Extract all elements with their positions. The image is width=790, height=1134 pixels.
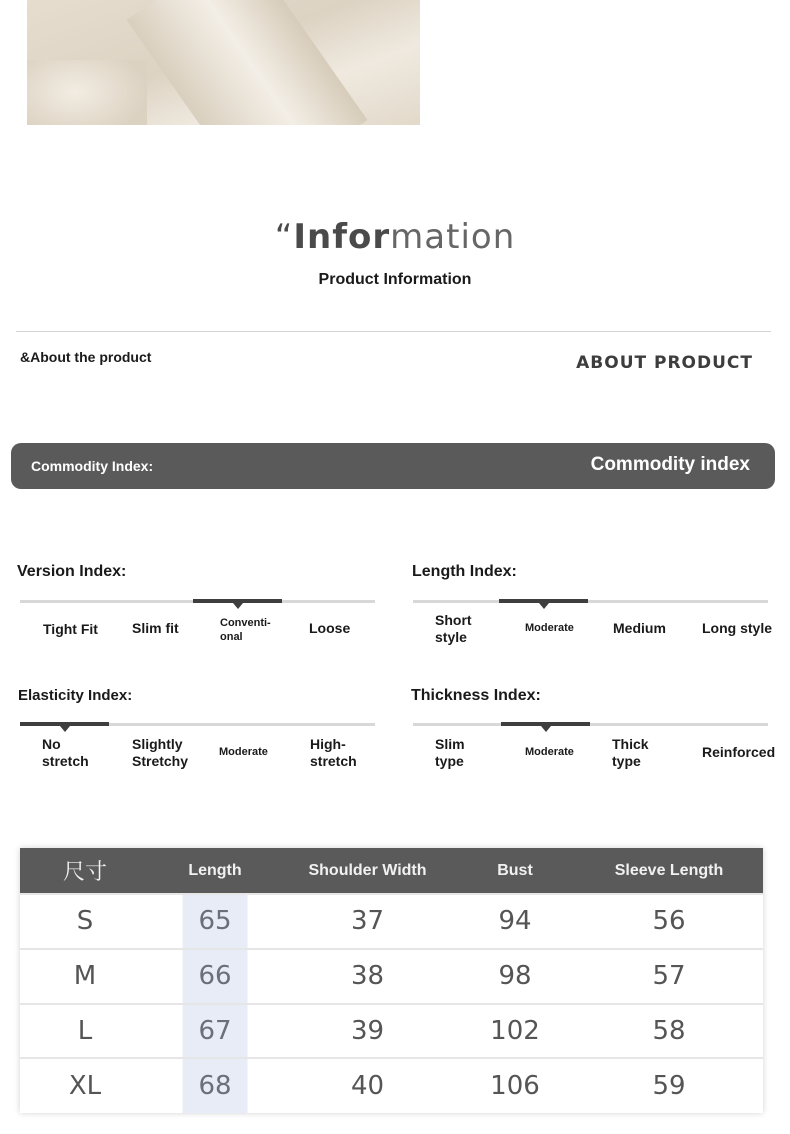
header-sleeve-length: Sleeve Length — [614, 861, 724, 879]
bust-cell: 102 — [455, 1004, 575, 1059]
commodity-index-bar — [11, 443, 775, 489]
elasticity-option-slightly-stretchy: Slightly Stretchy — [132, 736, 189, 769]
elasticity-option-high-stretch: High- stretch — [310, 736, 357, 769]
size-table-header-row — [20, 848, 763, 894]
header-shoulder-width: Shoulder Width — [308, 861, 427, 879]
version-option-tight-fit: Tight Fit — [43, 621, 98, 637]
version-index-title: Version Index: — [17, 563, 127, 580]
version-option-conventional: Conventi- onal — [220, 617, 271, 643]
table-row — [20, 1004, 763, 1059]
thickness-option-moderate: Moderate — [525, 746, 574, 758]
size-cell: XL — [20, 1058, 150, 1113]
elasticity-option-moderate: Moderate — [219, 746, 268, 758]
bust-cell: 98 — [455, 949, 575, 1004]
heading-light: mation — [390, 217, 516, 257]
version-index-marker — [233, 603, 243, 609]
product-information-subtitle: Product Information — [318, 271, 472, 288]
length-option-long-style: Long style — [702, 620, 773, 636]
commodity-index-title: Commodity index — [590, 454, 750, 475]
bust-cell: 94 — [455, 894, 575, 949]
shoulder-cell: 39 — [280, 1004, 455, 1059]
version-option-loose: Loose — [309, 620, 351, 636]
information-heading — [0, 217, 790, 257]
divider — [16, 331, 771, 332]
thickness-option-slim-type: Slim type — [435, 736, 465, 769]
length-option-short-style: Short style — [435, 612, 472, 645]
thickness-index-scale — [413, 723, 768, 726]
length-cell: 66 — [150, 949, 280, 1004]
length-cell: 67 — [150, 1004, 280, 1059]
thickness-option-reinforced: Reinforced — [702, 744, 776, 760]
length-cell: 65 — [150, 894, 280, 949]
size-cell: S — [20, 894, 150, 949]
header-size: 尺寸 — [62, 860, 107, 885]
thickness-index-marker — [541, 726, 551, 732]
length-index-scale — [413, 600, 768, 603]
table-row — [20, 949, 763, 1004]
version-index-scale — [20, 600, 375, 603]
length-option-medium: Medium — [613, 620, 666, 636]
sleeve-cell: 59 — [575, 1058, 763, 1113]
about-label: &About the product — [20, 349, 152, 365]
bust-cell: 106 — [455, 1058, 575, 1113]
elasticity-index-title: Elasticity Index: — [18, 687, 133, 704]
table-row — [20, 894, 763, 949]
shoulder-cell: 38 — [280, 949, 455, 1004]
size-table — [20, 848, 763, 1113]
about-product-label: ABOUT PRODUCT — [576, 353, 753, 373]
product-photo — [27, 0, 420, 125]
header-length: Length — [188, 861, 242, 879]
shoulder-cell: 37 — [280, 894, 455, 949]
thickness-option-thick-type: Thick type — [612, 736, 649, 769]
shoulder-cell: 40 — [280, 1058, 455, 1113]
size-cell: L — [20, 1004, 150, 1059]
sleeve-cell: 58 — [575, 1004, 763, 1059]
sleeve-cell: 56 — [575, 894, 763, 949]
sleeve-cell: 57 — [575, 949, 763, 1004]
header-bust: Bust — [497, 861, 533, 879]
elasticity-option-no-stretch: No stretch — [42, 736, 89, 769]
version-option-slim-fit: Slim fit — [132, 620, 179, 636]
quote-mark: “ — [274, 217, 294, 257]
size-cell: M — [20, 949, 150, 1004]
table-row — [20, 1058, 763, 1113]
length-index-title: Length Index: — [412, 563, 517, 580]
length-cell: 68 — [150, 1058, 280, 1113]
commodity-index-label: Commodity Index: — [31, 458, 154, 474]
elasticity-index-marker — [60, 726, 70, 732]
thickness-index-title: Thickness Index: — [411, 687, 541, 704]
length-option-moderate: Moderate — [525, 622, 574, 634]
heading-bold: Infor — [293, 217, 391, 257]
elasticity-index-scale — [20, 723, 375, 726]
length-index-marker — [539, 603, 549, 609]
